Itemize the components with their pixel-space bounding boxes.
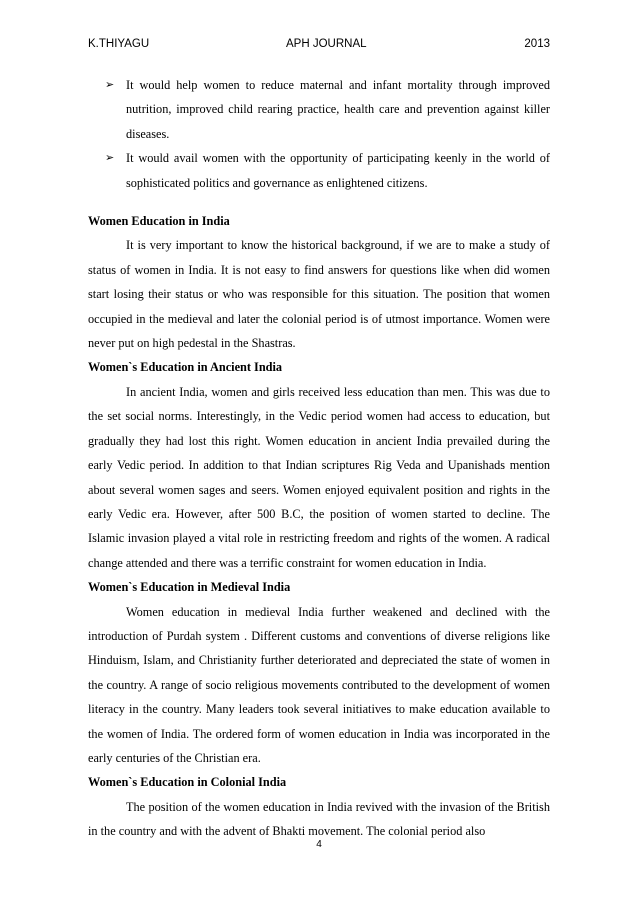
section-colonial-india xyxy=(88,770,550,843)
bullet-item xyxy=(88,73,550,146)
bullet-item xyxy=(88,146,550,195)
section-paragraph: The position of the women education in India revived with the invasion of the British in the country and with the advent of Bhakti movement. The colonial period also xyxy=(88,799,550,839)
arrow-bullet-icon: ➢ xyxy=(105,152,115,165)
page-header xyxy=(88,38,550,54)
section-women-education-india xyxy=(88,209,550,355)
section-medieval-india xyxy=(88,575,550,770)
arrow-bullet-icon: ➢ xyxy=(105,79,115,91)
page-number: 4 xyxy=(316,839,322,850)
bullet-text: It would avail women with the opportunity of participating keenly in the world of sophisticated politics and governance as enlightened citizens. xyxy=(126,151,550,190)
section-paragraph: In ancient India, women and girls received less education than men. This was due to the set social norms. Interestingly, in the Vedic period women had access to education, but gradually they had lost this right. Women education in ancient India prevailed during the early Vedic period. In addition to that Indian scriptures Rig Veda and Upanishads mention about several women sages and seers. Women enjoyed equivalent position and rights in the early Vedic era. However, after 500 B.C, the position of women started to decline. The Islamic invasion played a vital role in restricting freedom and rights of the women. A radical change attended and there was a terrific constraint for women education in India. xyxy=(88,384,550,570)
page-body xyxy=(88,73,550,844)
header-year: 2013 xyxy=(524,38,550,50)
bullet-text: It would help women to reduce maternal and infant mortality through improved nutrition, improved child rearing practice, health care and prevention against killer diseases. xyxy=(126,78,550,141)
section-ancient-india xyxy=(88,355,550,575)
section-paragraph: Women education in medieval India further weakened and declined with the introduction of Purdah system . Different customs and conventions of diverse religions like Hinduism, Islam, and Christianity further deteriorated and depreciated the state of women in the country. A range of socio religious movements contributed to the development of women literacy in the country. Many leaders took several initiatives to make education available to the women of India. The ordered form of women education in India was incorporated in the early centuries of the Christian era. xyxy=(88,604,550,765)
header-author: K.THIYAGU xyxy=(88,38,150,50)
section-heading: Women`s Education in Ancient India xyxy=(88,360,283,375)
section-heading: Women Education in India xyxy=(88,214,230,229)
section-paragraph: It is very important to know the historical background, if we are to make a study of status of women in India. It is not easy to find answers for questions like when did women start losing their status or who was responsible for this situation. The position that women occupied in the medieval and later the colonial period is of utmost importance. Women were never put on high pedestal in the Shastras. xyxy=(88,238,550,351)
section-heading: Women`s Education in Colonial India xyxy=(88,775,287,790)
header-journal: APH JOURNAL xyxy=(286,38,367,50)
section-heading: Women`s Education in Medieval India xyxy=(88,580,291,595)
bullet-list xyxy=(88,73,550,195)
